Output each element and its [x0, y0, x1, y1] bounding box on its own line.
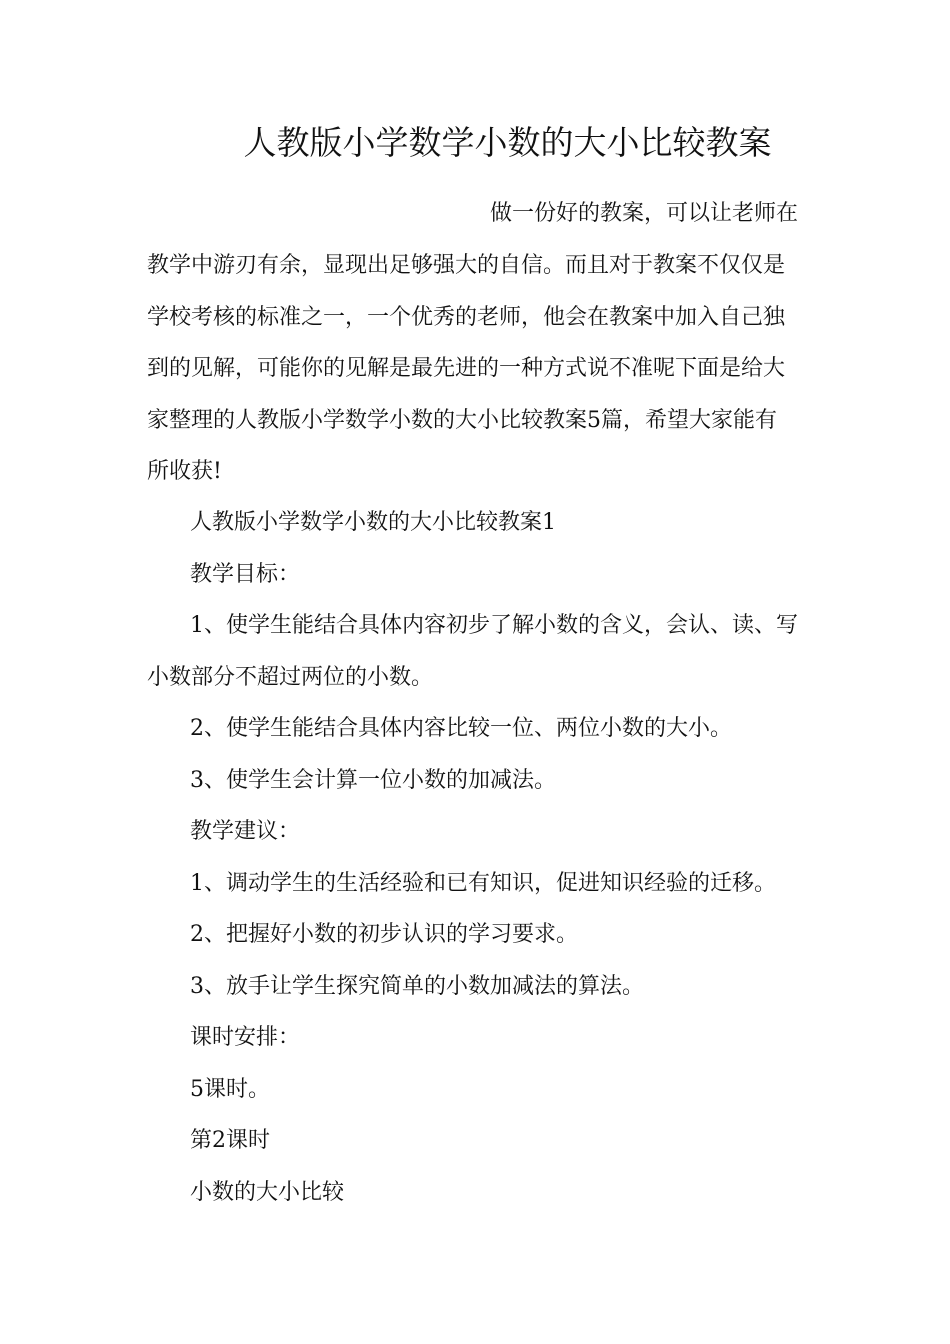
- goal-3: 3、使学生会计算一位小数的加减法。: [190, 767, 556, 793]
- intro-line: 到的见解，可能你的见解是最先进的一种方式说不准呢下面是给大: [147, 356, 786, 381]
- lesson-heading: 第2课时: [190, 1128, 270, 1153]
- goal-1-line-2: 小数部分不超过两位的小数。: [147, 664, 434, 690]
- intro-line: 教学中游刃有余，显现出足够强大的自信。而且对于教案不仅仅是: [147, 253, 786, 278]
- intro-line: 所收获!: [147, 459, 222, 484]
- goal-1-line-1: 1、使学生能结合具体内容初步了解小数的含义，会认、读、写: [190, 613, 798, 638]
- goal-2: 2、使学生能结合具体内容比较一位、两位小数的大小。: [190, 716, 732, 741]
- section-heading: 人教版小学数学小数的大小比较教案1: [190, 510, 556, 535]
- suggestion-3: 3、放手让学生探究简单的小数加减法的算法。: [190, 973, 644, 999]
- intro-line: 家整理的人教版小学数学小数的大小比较教案5篇，希望大家能有: [147, 407, 777, 433]
- document-body: [147, 503, 807, 1224]
- suggestions-heading: 教学建议：: [190, 819, 301, 844]
- schedule-heading: 课时安排：: [190, 1025, 301, 1050]
- suggestion-1: 1、调动学生的生活经验和已有知识，促进知识经验的迁移。: [190, 870, 776, 896]
- schedule-value: 5课时。: [190, 1076, 270, 1102]
- lesson-topic: 小数的大小比较: [190, 1179, 345, 1205]
- suggestion-2: 2、把握好小数的初步认识的学习要求。: [190, 922, 578, 947]
- goals-heading: 教学目标：: [190, 561, 301, 587]
- intro-paragraph: [147, 246, 807, 504]
- intro-line: 学校考核的标准之一，一个优秀的老师，他会在教案中加入自己独: [147, 304, 786, 330]
- document-title: 人教版小学数学小数的大小比较教案: [243, 123, 772, 162]
- intro-first-line: 做一份好的教案，可以让老师在: [490, 201, 799, 226]
